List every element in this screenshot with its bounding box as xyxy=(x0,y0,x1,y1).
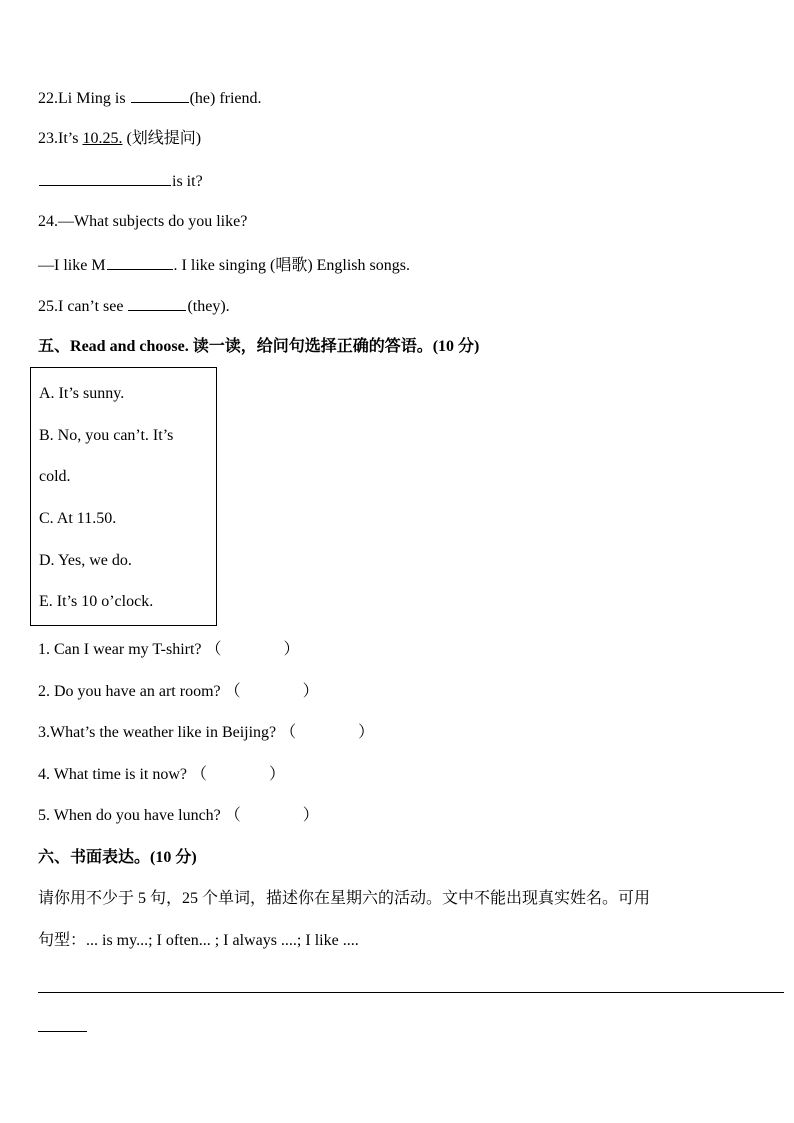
question-text: Li Ming is xyxy=(58,90,130,107)
question-text: I can’t see xyxy=(58,298,128,315)
choice-question-5 xyxy=(38,805,319,827)
question-text: (he) friend. xyxy=(189,90,262,107)
choice-question-1 xyxy=(38,639,300,661)
question-text: It’s xyxy=(58,130,83,147)
answer-prefix: —I like M xyxy=(38,257,106,274)
answer-blank[interactable] xyxy=(131,86,189,103)
question-24 xyxy=(38,211,247,233)
choice-question-3 xyxy=(38,722,374,744)
answer-blank[interactable] xyxy=(107,253,173,270)
paren-right: ） xyxy=(302,807,319,824)
paren-left: （ xyxy=(224,807,241,824)
answer-text: . I like singing (唱歌) English songs. xyxy=(173,257,410,274)
option-b: B. No, you can’t. It’s xyxy=(39,427,174,444)
paren-left: （ xyxy=(280,724,297,741)
options-box xyxy=(30,367,217,626)
paren-right: ） xyxy=(358,724,375,741)
writing-instruction-line-1: 请你用不少于 5 句，25 个单词，描述你在星期六的活动。文中不能出现真实姓名。可用 xyxy=(38,890,651,907)
writing-answer-line-short[interactable] xyxy=(38,1031,87,1032)
paren-right: ） xyxy=(283,641,300,658)
option-b-cont: cold. xyxy=(39,468,71,485)
question-23 xyxy=(38,128,201,150)
section-5-title xyxy=(38,336,479,358)
question-text: 5. When do you have lunch? xyxy=(38,807,221,824)
question-text: 4. What time is it now? xyxy=(38,766,188,783)
option-d: D. Yes, we do. xyxy=(39,552,132,569)
question-23-rewrite xyxy=(38,169,203,193)
question-number: 24. xyxy=(38,213,58,230)
question-text: 1. Can I wear my T-shirt? xyxy=(38,641,202,658)
option-e: E. It’s 10 o’clock. xyxy=(39,593,154,610)
question-text: is it? xyxy=(172,173,203,190)
paren-left: （ xyxy=(224,683,241,700)
section-6-title: 六、书面表达。(10 分) xyxy=(38,849,197,866)
answer-blank[interactable] xyxy=(128,294,186,311)
option-c: C. At 11.50. xyxy=(39,510,117,527)
choice-question-4 xyxy=(38,764,285,786)
question-text: (they). xyxy=(187,298,230,315)
paren-right: ） xyxy=(302,683,319,700)
question-24-answer xyxy=(38,253,410,277)
question-number: 25. xyxy=(38,298,58,315)
question-number: 23. xyxy=(38,130,58,147)
question-text: 3.What’s the weather like in Beijing? xyxy=(38,724,277,741)
paren-left: （ xyxy=(191,766,208,783)
section-title-cn: 读一读，给问句选择正确的答语。(10 分) xyxy=(192,338,480,355)
writing-answer-line[interactable] xyxy=(38,992,784,993)
underlined-answer: 10.25. xyxy=(82,130,123,147)
section-title-en: Read and choose. xyxy=(70,338,193,355)
writing-instruction-line-2: 句型：... is my...; I often... ; I always ....; I like .... xyxy=(38,932,359,949)
section-number: 五、 xyxy=(38,338,71,355)
question-25 xyxy=(38,294,230,318)
question-22 xyxy=(38,86,262,110)
paren-left: （ xyxy=(205,641,222,658)
question-number: 22. xyxy=(38,90,58,107)
choice-question-2 xyxy=(38,681,319,703)
instruction-text: (划线提问) xyxy=(122,130,202,147)
paren-right: ） xyxy=(269,766,286,783)
option-a: A. It’s sunny. xyxy=(39,385,125,402)
answer-blank[interactable] xyxy=(39,169,171,186)
question-text: 2. Do you have an art room? xyxy=(38,683,221,700)
question-text: —What subjects do you like? xyxy=(58,213,248,230)
